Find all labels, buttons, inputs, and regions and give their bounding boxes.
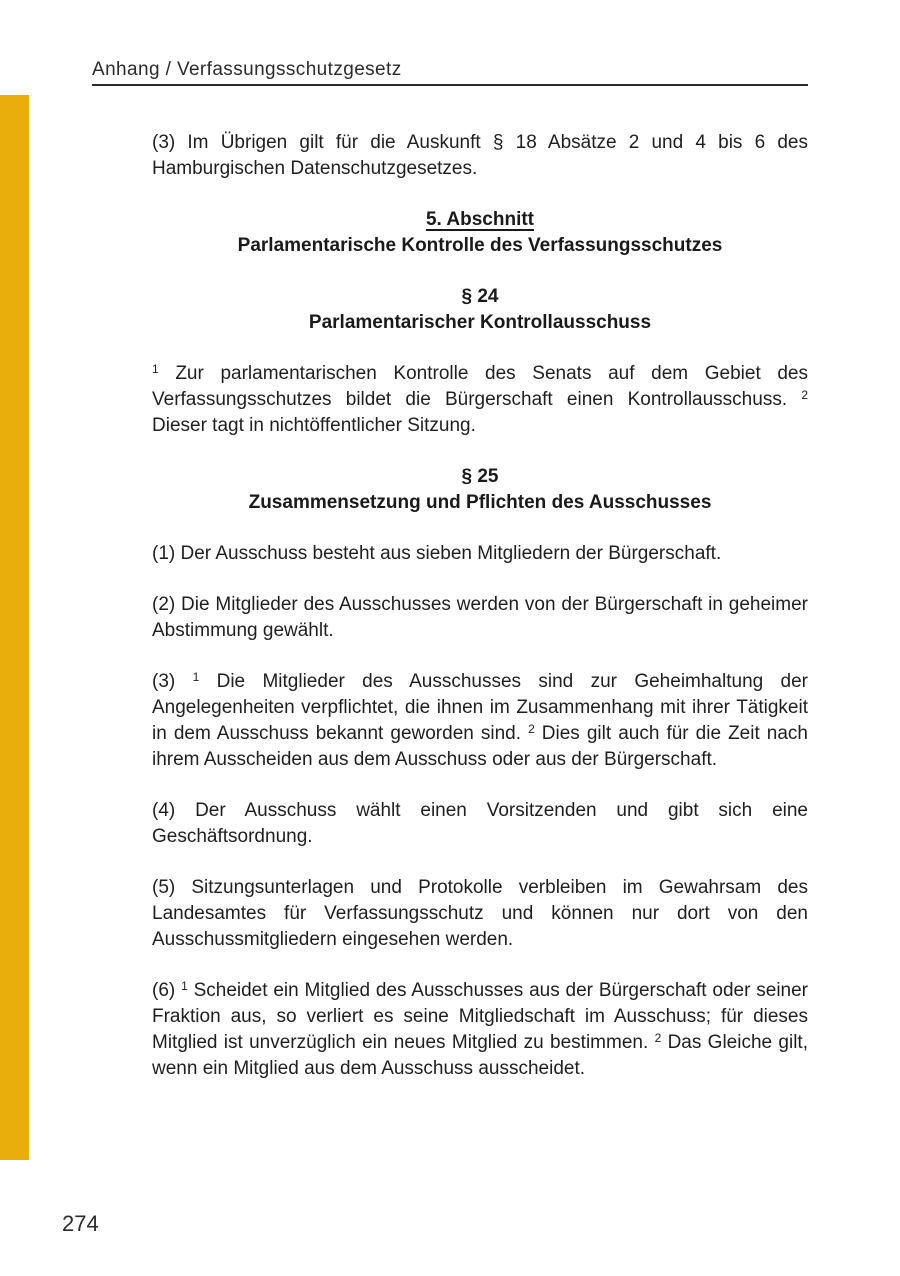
footnote-superscript: 2	[654, 1031, 662, 1045]
paragraph: (4) Der Ausschuss wählt einen Vorsitzenden und gibt sich eine Geschäftsordnung.	[152, 800, 808, 847]
running-header: Anhang / Verfassungsschutzgesetz	[92, 58, 808, 86]
footnote-superscript: 1	[152, 362, 159, 376]
section-heading	[152, 207, 808, 259]
section-heading	[152, 284, 808, 336]
page-number: 274	[62, 1211, 99, 1236]
section-heading	[152, 464, 808, 516]
heading-line-underlined: 5. Abschnitt	[425, 209, 535, 230]
paragraph: (5) Sitzungsunterlagen und Protokolle verbleiben im Gewahrsam des Landesamtes für Verfassungsschutz und können nur dort von den Ausschussmitgliedern eingesehen werden.	[152, 877, 808, 950]
heading-line: Zusammensetzung und Pflichten des Ausschusses	[248, 492, 712, 513]
heading-line: § 25	[461, 466, 499, 487]
footnote-superscript: 2	[801, 388, 808, 402]
document-content	[152, 130, 808, 1107]
paragraph: (3) $^1$ Die Mitglieder des Ausschusses sind zur Geheimhaltung der Angelegenheiten verpflichtet, die ihnen im Zusammenhang mit ihrer Tätigkeit in dem Ausschuss bekannt geworden sind. $^2$ Dies gilt auch für die Zeit nach ihrem Ausscheiden aus dem Ausschuss oder aus der Bürgerschaft.	[152, 670, 809, 770]
heading-line: Parlamentarischer Kontrollausschuss	[308, 312, 652, 333]
paragraph: (1) Der Ausschuss besteht aus sieben Mitgliedern der Bürgerschaft.	[152, 543, 722, 564]
footnote-superscript: 2	[528, 722, 535, 736]
paragraph: $^1$ Zur parlamentarischen Kontrolle des Senats auf dem Gebiet des Verfassungsschutzes bildet die Bürgerschaft einen Kontrollausschuss. $^2$ Dieser tagt in nichtöffentlicher Sitzung.	[152, 362, 808, 436]
heading-line: Parlamentarische Kontrolle des Verfassungsschutzes	[237, 235, 723, 256]
paragraph: (3) Im Übrigen gilt für die Auskunft § 18 Absätze 2 und 4 bis 6 des Hamburgischen Datenschutzgesetzes.	[152, 132, 808, 179]
footnote-superscript: 1	[192, 670, 200, 684]
accent-bar	[0, 95, 29, 1160]
paragraph: (6) $^1$ Scheidet ein Mitglied des Ausschusses aus der Bürgerschaft oder seiner Fraktion aus, so verliert es seine Mitgliedschaft im Ausschuss; für dieses Mitglied ist unverzüglich ein neues Mitglied zu bestimmen. $^2$ Das Gleiche gilt, wenn ein Mitglied aus dem Ausschuss ausscheidet.	[152, 979, 809, 1079]
paragraph: (2) Die Mitglieder des Ausschusses werden von der Bürgerschaft in geheimer Abstimmung gewählt.	[152, 594, 808, 641]
heading-line: § 24	[461, 286, 499, 307]
footnote-superscript: 1	[181, 979, 188, 993]
